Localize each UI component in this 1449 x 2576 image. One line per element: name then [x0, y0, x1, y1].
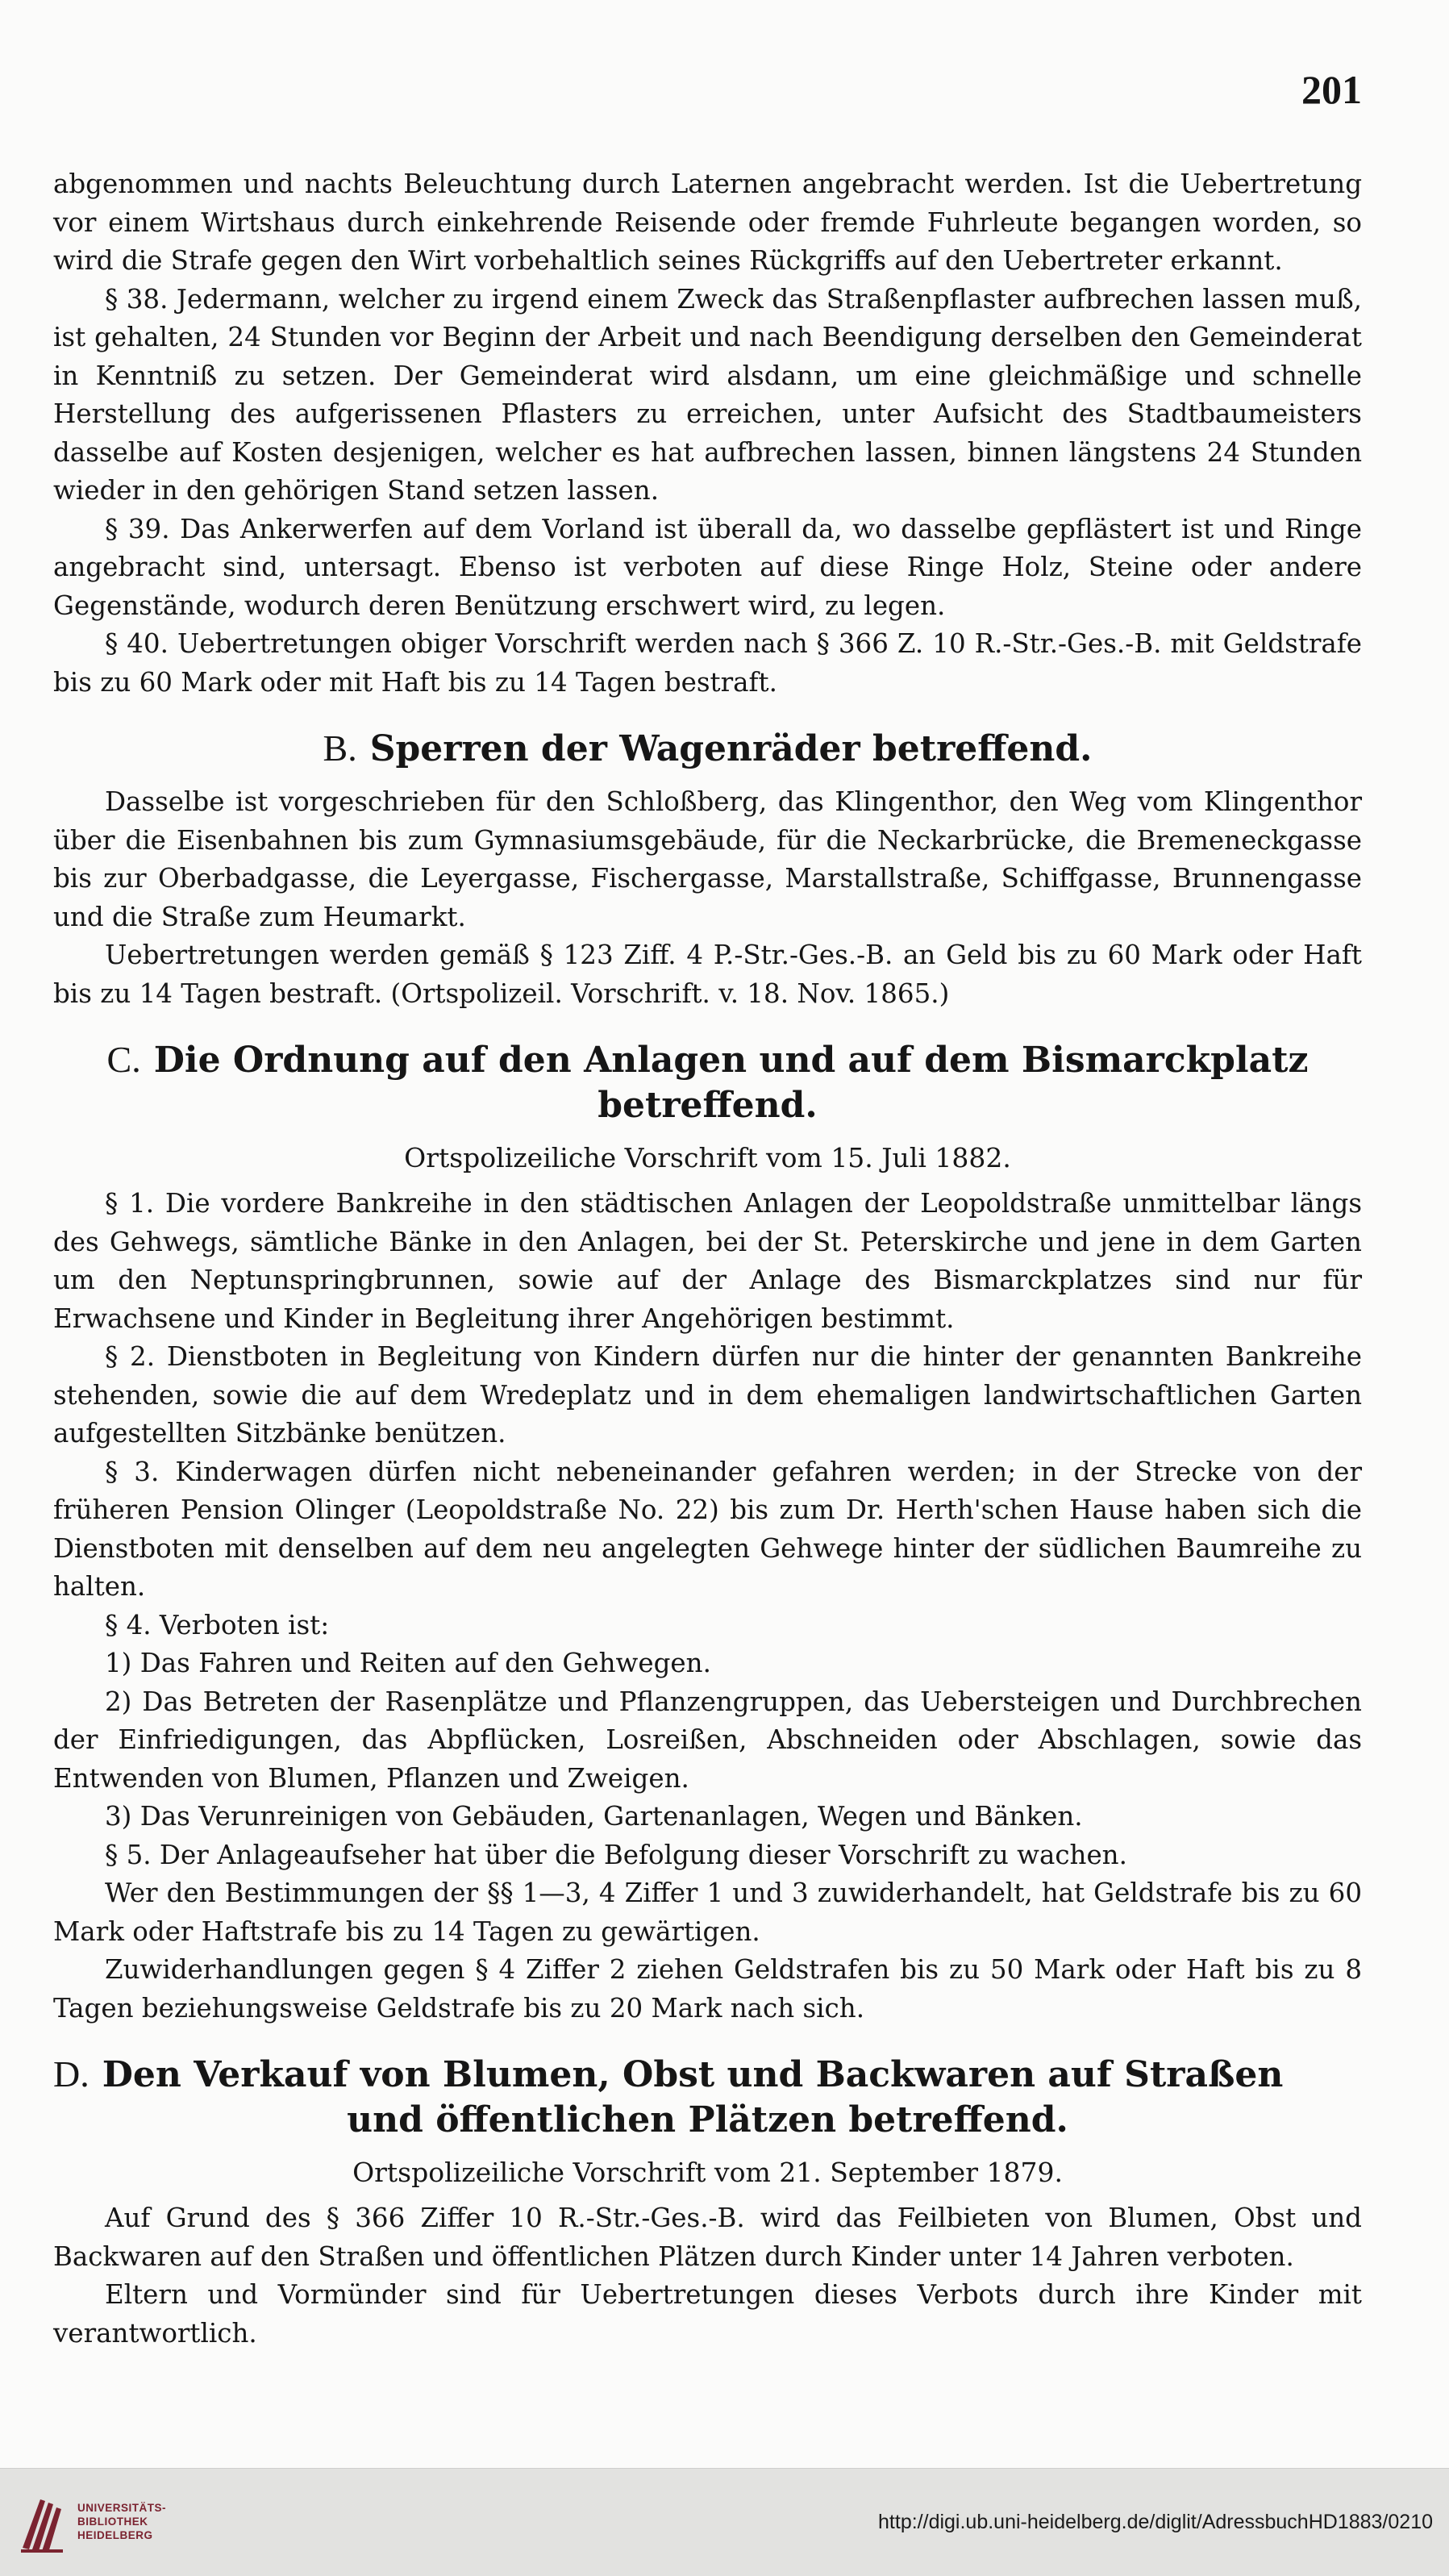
logo-line: UNIVERSITÄTS- [77, 2502, 167, 2514]
section-c-paragraph: Wer den Bestimmungen der §§ 1—3, 4 Ziffer 1 und 3 zuwiderhandelt, hat Geldstrafe bis zu 60 Mark oder Haftstrafe bis zu 14 Tagen zu gewärtigen. [53, 1878, 1362, 1947]
section-b-letter: B. [323, 727, 357, 769]
section-b-paragraph: Uebertretungen werden gemäß § 123 Ziff. 4 P.-Str.-Ges.-B. an Geld bis zu 60 Mark oder Haft bis zu 14 Tagen bestraft. (Ortspolizeil. Vorschrift. v. 18. Nov. 1865.) [53, 940, 1362, 1009]
section-c-list-item: 3) Das Verunreinigen von Gebäuden, Gartenanlagen, Wegen und Bänken. [105, 1801, 1083, 1832]
section-b-heading [53, 726, 1362, 772]
logo-line: BIBLIOTHEK [77, 2516, 148, 2528]
section-c-paragraph: § 1. Die vordere Bankreihe in den städtischen Anlagen der Leopoldstraße unmittelbar längs des Gehwegs, sämtliche Bänke in den Anlagen, bei der St. Peterskirche und jene in dem Garten um den Neptunspringbrunnen, sowie auf der Anlage des Bismarckplatzes sind nur für Erwachsene und Kinder in Begleitung ihrer Angehörigen bestimmt. [53, 1188, 1362, 1334]
section-c-subtitle: Ortspolizeiliche Vorschrift vom 15. Juli 1882. [404, 1142, 1011, 1173]
section-d-letter: D. [53, 2053, 90, 2095]
section-b-paragraph: Dasselbe ist vorgeschrieben für den Schloßberg, das Klingenthor, den Weg vom Klingenthor über die Eisenbahnen bis zum Gymnasiumsgebäude, für die Neckarbrücke, die Bremeneckgasse bis zur Oberbadgasse, die Leyergasse, Fischergasse, Marstallstraße, Schiffgasse, Brunnengasse und die Straße zum Heumarkt. [53, 786, 1362, 932]
page-number: 201 [1301, 67, 1362, 112]
section-c-paragraph: § 2. Dienstboten in Begleitung von Kindern dürfen nur die hinter der genannten Bankreihe stehenden, sowie die auf dem Wredeplatz und in dem ehemaligen landwirtschaftlichen Garten aufgestellten Sitzbänke benützen. [53, 1341, 1362, 1448]
logo-line: HEIDELBERG [77, 2529, 153, 2541]
section-c-list-item: 1) Das Fahren und Reiten auf den Gehwegen. [105, 1648, 711, 1678]
section-c-paragraph: § 3. Kinderwagen dürfen nicht nebeneinander gefahren werden; in der Strecke von der früheren Pension Olinger (Leopoldstraße No. 22) bis zum Dr. Herth'schen Hause haben sich die Dienstboten mit denselben auf dem neu angelegten Gehwege hinter der südlichen Baumreihe zu halten. [53, 1456, 1362, 1602]
section-c-list-item: 2) Das Betreten der Rasenplätze und Pflanzengruppen, das Uebersteigen und Durchbrechen der Einfriedigungen, das Abpflücken, Losreißen, Abschneiden oder Abschlagen, sowie das Entwenden von Blumen, Pflanzen und Zweigen. [53, 1686, 1362, 1794]
section-d-paragraph: Eltern und Vormünder sind für Uebertretungen dieses Verbots durch ihre Kinder mit verantwortlich. [53, 2279, 1362, 2349]
section-c-paragraph: § 4. Verboten ist: [105, 1609, 330, 1640]
paragraph-section-39: § 39. Das Ankerwerfen auf dem Vorland ist überall da, wo dasselbe gepflästert ist und Ringe angebracht sind, untersagt. Ebenso ist verboten auf diese Ringe Holz, Steine oder andere Gegenstände, wodurch deren Benützung erschwert wird, zu legen. [53, 513, 1362, 621]
section-d-subtitle: Ortspolizeiliche Vorschrift vom 21. September 1879. [352, 2157, 1063, 2188]
section-b-title: Sperren der Wagenräder betreffend. [369, 728, 1093, 769]
section-d-paragraph: Auf Grund des § 366 Ziffer 10 R.-Str.-Ges.-B. wird das Feilbieten von Blumen, Obst und Backwaren auf den Straßen und öffentlichen Plätzen durch Kinder unter 14 Jahren verboten. [53, 2203, 1362, 2272]
section-c-paragraph: Zuwiderhandlungen gegen § 4 Ziffer 2 ziehen Geldstrafen bis zu 50 Mark oder Haft bis zu 8 Tagen beziehungsweise Geldstrafe bis zu 20 Mark nach sich. [53, 1954, 1362, 2024]
university-library-logo-icon [18, 2491, 65, 2554]
section-d-title-line1: Den Verkauf von Blumen, Obst und Backwaren auf Straßen [102, 2054, 1284, 2095]
section-c-heading [53, 1037, 1362, 1128]
section-d-title-line2: und öffentlichen Plätzen betreffend. [347, 2099, 1068, 2140]
footer-bar [0, 2468, 1449, 2576]
paragraph-section-38: § 38. Jedermann, welcher zu irgend einem Zweck das Straßenpflaster aufbrechen lassen muß, ist gehalten, 24 Stunden vor Beginn der Arbeit und nach Beendigung derselben den Gemeinderat in Kenntniß zu setzen. Der Gemeinderat wird alsdann, um eine gleichmäßige und schnelle Herstellung des aufgerissenen Pflasters zu erreichen, unter Aufsicht des Stadtbaumeisters dasselbe auf Kosten desjenigen, welcher es hat aufbrechen lassen, binnen längstens 24 Stunden wieder in den gehörigen Stand setzen lassen. [53, 283, 1362, 506]
section-c-title: Die Ordnung auf den Anlagen und auf dem Bismarckplatz betreffend. [153, 1040, 1309, 1126]
page-content [53, 165, 1362, 2353]
paragraph-continuation: abgenommen und nachts Beleuchtung durch Laternen angebracht werden. Ist die Uebertretung vor einem Wirtshaus durch einkehrende Reisende oder fremde Fuhrleute begangen worden, so wird die Strafe gegen den Wirt vorbehaltlich seines Rückgriffs auf den Uebertreter erkannt. [53, 169, 1362, 276]
paragraph-section-40: § 40. Uebertretungen obiger Vorschrift werden nach § 366 Z. 10 R.-Str.-Ges.-B. mit Geldstrafe bis zu 60 Mark oder mit Haft bis zu 14 Tagen bestraft. [53, 628, 1362, 698]
section-d-heading [53, 2052, 1362, 2143]
source-url-link[interactable]: http://digi.ub.uni-heidelberg.de/diglit/AdressbuchHD1883/0210 [878, 2511, 1433, 2533]
library-logo-text [77, 2501, 166, 2542]
section-c-paragraph: § 5. Der Anlageaufseher hat über die Befolgung dieser Vorschrift zu wachen. [105, 1839, 1127, 1870]
section-c-letter: C. [106, 1039, 141, 1080]
